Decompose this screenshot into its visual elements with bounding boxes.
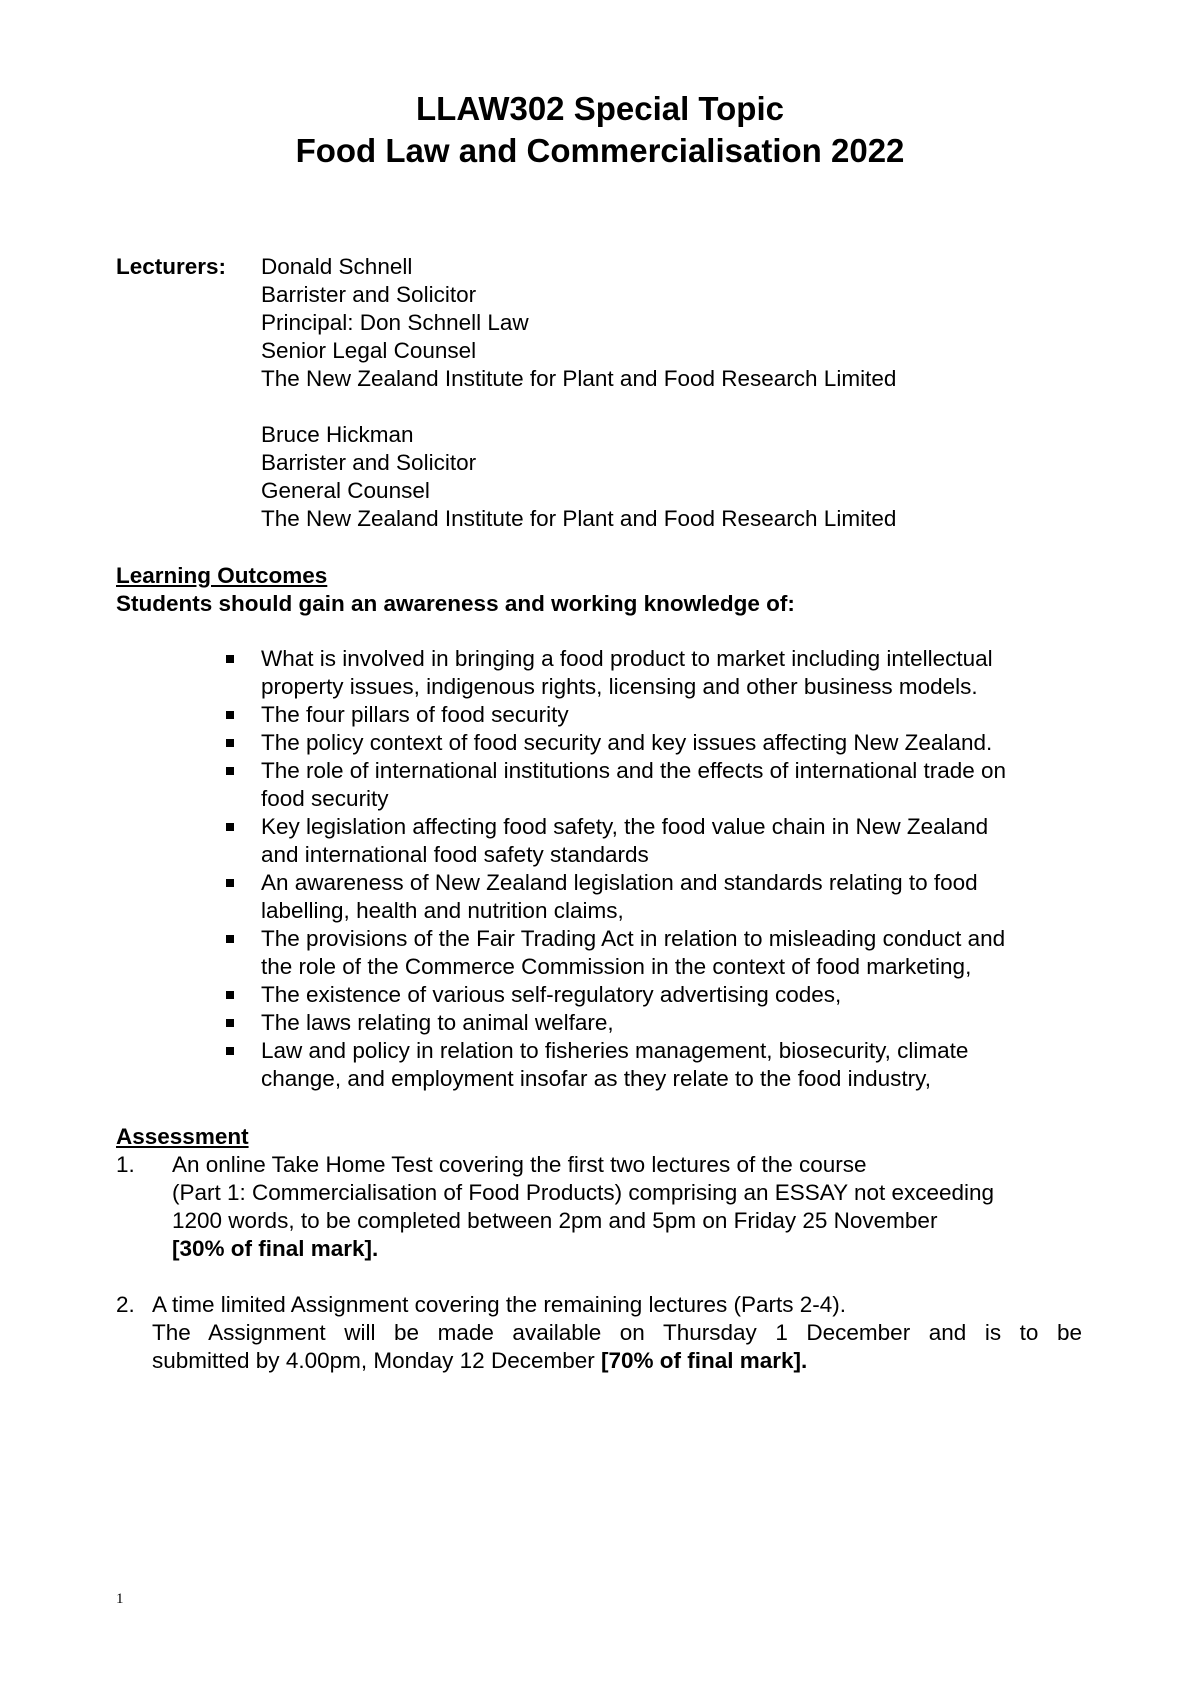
- learning-outcomes-subheading: Students should gain an awareness and working knowledge of:: [116, 591, 795, 616]
- bullet-icon: [226, 739, 234, 747]
- learning-outcomes-section: [116, 562, 1096, 618]
- bullet-icon: [226, 655, 234, 663]
- list-item: [116, 701, 1096, 729]
- document-title: [0, 88, 1200, 172]
- assessment-weight: [70% of final mark].: [600, 1348, 808, 1373]
- list-item-text: the role of the Commerce Commission in the context of food marketing,: [261, 954, 972, 979]
- assessment-text: An online Take Home Test covering the first two lectures of the course: [172, 1152, 867, 1177]
- bullet-icon: [226, 767, 234, 775]
- list-item: [116, 869, 1096, 925]
- list-item-text: change, and employment insofar as they relate to the food industry,: [261, 1066, 931, 1091]
- list-item: [116, 925, 1096, 981]
- list-item-text: labelling, health and nutrition claims,: [261, 898, 624, 923]
- list-item-text: The provisions of the Fair Trading Act in relation to misleading conduct and: [261, 926, 1006, 951]
- list-item-text: Key legislation affecting food safety, the food value chain in New Zealand: [261, 814, 989, 839]
- lecturer-detail: Principal: Don Schnell Law: [261, 310, 529, 335]
- lecturer-detail: Barrister and Solicitor: [261, 282, 477, 307]
- lecturer-detail: Senior Legal Counsel: [261, 338, 477, 363]
- bullet-icon: [226, 1047, 234, 1055]
- page-number: 1: [116, 1591, 124, 1607]
- list-item: [116, 729, 1096, 757]
- assessment-text: [152, 1347, 1096, 1375]
- bullet-icon: [226, 823, 234, 831]
- assessment-text: 1200 words, to be completed between 2pm and 5pm on Friday 25 November: [172, 1208, 938, 1233]
- list-item: [116, 757, 1096, 813]
- bullet-icon: [226, 935, 234, 943]
- list-item-text: The role of international institutions and the effects of international trade on: [261, 758, 1007, 783]
- assessment-section: [116, 1123, 1096, 1375]
- list-item-text: The existence of various self-regulatory advertising codes,: [261, 982, 842, 1007]
- bullet-icon: [226, 879, 234, 887]
- assessment-text: The Assignment will be made available on Thursday 1 December and is to be: [152, 1320, 1082, 1345]
- assessment-heading: Assessment: [116, 1124, 249, 1149]
- assessment-weight: [30% of final mark].: [172, 1236, 379, 1261]
- title-line-1: LLAW302 Special Topic: [416, 90, 784, 127]
- title-line-2: Food Law and Commercialisation 2022: [295, 132, 905, 169]
- bullet-icon: [226, 711, 234, 719]
- list-item: [116, 1009, 1096, 1037]
- list-item-text: food security: [261, 786, 389, 811]
- assessment-text: (Part 1: Commercialisation of Food Products) comprising an ESSAY not exceeding: [172, 1180, 995, 1205]
- bullet-icon: [226, 991, 234, 999]
- learning-outcomes-list: [116, 645, 1096, 1093]
- list-item: [116, 813, 1096, 869]
- list-item-text: and international food safety standards: [261, 842, 649, 867]
- assessment-item-2: [116, 1291, 1096, 1375]
- lecturers-label: Lecturers:: [116, 254, 227, 279]
- list-item-text: The laws relating to animal welfare,: [261, 1010, 614, 1035]
- list-number: 2.: [116, 1292, 135, 1317]
- list-item-text: What is involved in bringing a food product to market including intellectual: [261, 646, 993, 671]
- lecturer-detail: Barrister and Solicitor: [261, 450, 477, 475]
- learning-outcomes-heading: Learning Outcomes: [116, 563, 328, 588]
- lecturer-bruce-hickman: [261, 421, 896, 533]
- bullet-icon: [226, 1019, 234, 1027]
- list-item-text: The four pillars of food security: [261, 702, 569, 727]
- lecturer-name: Bruce Hickman: [261, 422, 414, 447]
- list-item: [116, 1037, 1096, 1093]
- lecturer-detail: The New Zealand Institute for Plant and Food Research Limited: [261, 366, 897, 391]
- assessment-text-plain: submitted by 4.00pm, Monday 12 December: [152, 1348, 601, 1373]
- lecturer-detail: General Counsel: [261, 478, 430, 503]
- lecturer-detail: The New Zealand Institute for Plant and Food Research Limited: [261, 506, 897, 531]
- list-number: 1.: [116, 1152, 135, 1177]
- assessment-text: A time limited Assignment covering the remaining lectures (Parts 2-4).: [152, 1292, 847, 1317]
- list-item-text: The policy context of food security and key issues affecting New Zealand.: [261, 730, 993, 755]
- lecturer-name: Donald Schnell: [261, 254, 413, 279]
- list-item-text: An awareness of New Zealand legislation and standards relating to food: [261, 870, 978, 895]
- list-item: [116, 981, 1096, 1009]
- lecturer-donald-schnell: [261, 253, 896, 393]
- list-item-text: Law and policy in relation to fisheries management, biosecurity, climate: [261, 1038, 969, 1063]
- list-item-text: property issues, indigenous rights, licensing and other business models.: [261, 674, 978, 699]
- list-item: [116, 645, 1096, 701]
- assessment-item-1: [116, 1151, 1096, 1263]
